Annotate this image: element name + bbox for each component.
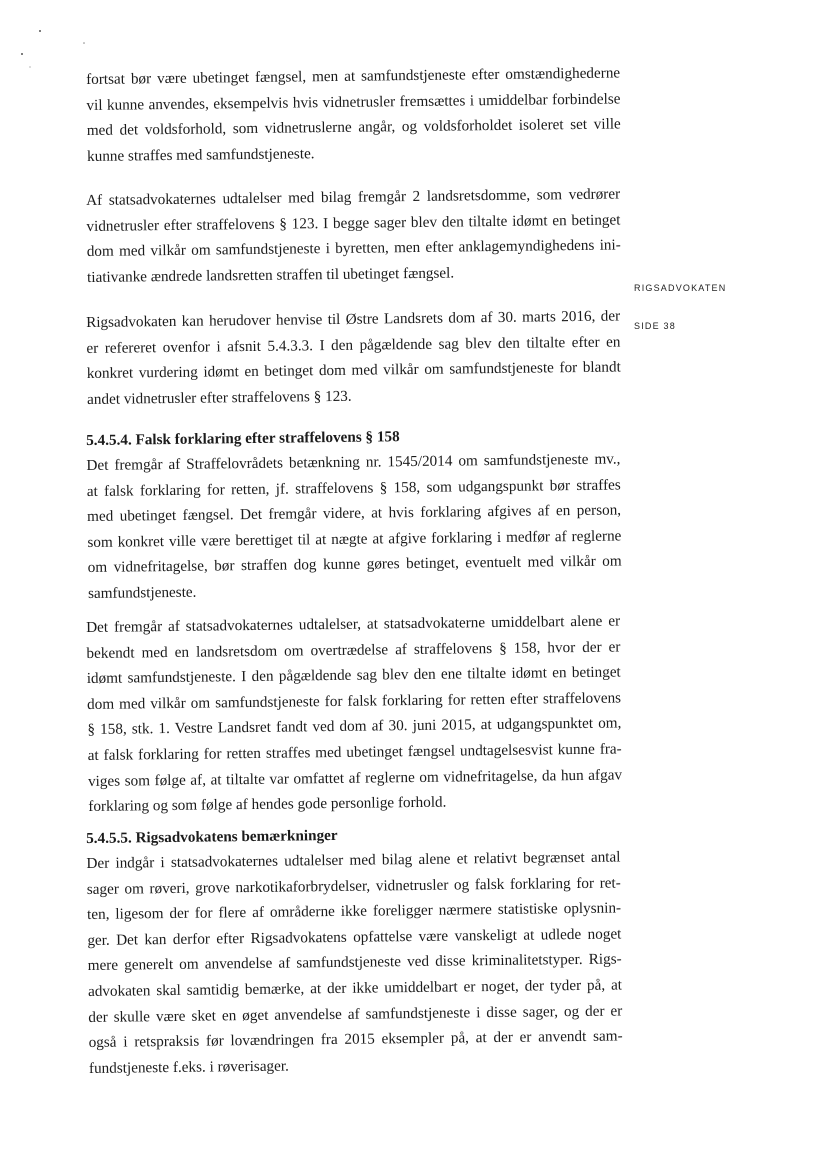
text-line: der skulle være sket en øget anvendelse af samfundstjeneste i disse sager, og der er	[88, 1002, 623, 1026]
text-line: at falsk forklaring for retten, jf. straffelovens § 158, som udgangspunkt bør straffes	[86, 476, 621, 500]
text-line: at falsk forklaring for retten straffes med ubetinget fængsel undtagelsesvist kunne fra-	[87, 740, 622, 764]
page-number: SIDE 38	[634, 321, 676, 331]
text-line: ten, ligesom der for flere af områderne ikke foreligger nærmere statistiske oplysnin-	[86, 899, 622, 924]
section-5-4-5-5	[86, 819, 623, 1081]
paragraph-2	[86, 181, 621, 290]
text-line: er refereret ovenfor i afsnit 5.4.3.3. I den pågældende sag blev den tiltalte efter en	[86, 333, 621, 357]
text-line: andet vidnetrusler efter straffelovens § 123.	[86, 387, 352, 408]
text-line: § 158, stk. 1. Vestre Landsret fandt ved dom af 30. juni 2015, at udgangspunktet om,	[87, 714, 622, 739]
text-line: fundstjeneste f.eks. i røverisager.	[88, 1057, 289, 1077]
text-line: vil kunne anvendes, eksempelvis hvis vidnetrusler fremsættes i umiddelbar forbindelse	[86, 90, 621, 114]
text-line: bekendt med en landsretsdom om overtrædelse af straffelovens § 158, hvor der er	[86, 638, 621, 662]
text-line: også i retspraksis før lovændringen fra 2015 eksempler på, at der er anvendt sam-	[88, 1027, 623, 1052]
text-line: idømt samfundstjeneste. I den pågældende sag blev den ene tiltalte idømt en betinget	[86, 663, 621, 688]
paragraph-1	[86, 60, 621, 169]
scan-speck	[29, 66, 30, 67]
text-line: fortsat bør være ubetinget fængsel, men at samfundstjeneste efter omstændighederne	[86, 64, 621, 88]
text-line: mere generelt om anvendelse af samfundstjeneste ved disse kriminalitetstyper. Rigs-	[87, 950, 622, 975]
scan-speck	[39, 30, 41, 32]
text-line: Det fremgår af statsadvokaternes udtalelser, at statsadvokaterne umiddelbart alene er	[86, 612, 621, 636]
text-line: om vidnefritagelse, bør straffen dog kunne gøres betinget, eventuelt med vilkår om	[87, 552, 622, 577]
text-line: sager om røveri, grove narkotikaforbrydelser, vidnetrusler og falsk forklaring for ret-	[86, 874, 621, 898]
text-line: med ubetinget fængsel. Det fremgår videre, at hvis forklaring afgives af en person,	[86, 501, 622, 526]
text-line: forklaring og som følge af hendes gode personlige forhold.	[88, 793, 447, 816]
paragraph-3	[86, 303, 621, 412]
text-line: Af statsadvokaternes udtalelser med bilag fremgår 2 landsretsdomme, som vedrører	[86, 185, 621, 209]
text-line: advokaten skal samtidig bemærke, at der ikke umiddelbart er noget, der tyder på, at	[87, 976, 623, 1000]
sidebar-org-name: RIGSADVOKATEN	[634, 283, 727, 293]
text-line: konkret vurdering idømt en betinget dom med vilkår om samfundstjeneste for blandt	[86, 358, 621, 383]
text-line: samfundstjeneste.	[87, 583, 197, 602]
text-line: ger. Det kan derfor efter Rigsadvokatens opfattelse være vanskeligt at udlede noget	[87, 925, 622, 949]
text-line: kunne straffes med samfundstjeneste.	[86, 144, 315, 165]
text-line: med det voldsforhold, som vidnetruslerne angår, og voldsforholdet isoleret set ville	[86, 115, 621, 140]
text-line: viges som følge af, at tiltalte var omfattet af reglerne om vidnefritagelse, da hun afgav	[87, 766, 623, 790]
text-line: vidnetrusler efter straffelovens § 123. I begge sager blev den tiltalte idømt en betinget	[86, 211, 621, 235]
section-heading: 5.4.5.4. Falsk forklaring efter straffelovens § 158	[86, 428, 400, 449]
section-heading: 5.4.5.5. Rigsadvokatens bemærkninger	[86, 826, 338, 847]
section-5-4-5-4	[86, 421, 622, 606]
text-line: dom med vilkår om samfundstjeneste for falsk forklaring for retten efter straffelovens	[86, 689, 622, 713]
text-line: dom med vilkår om samfundstjeneste i byretten, men efter anklagemyndighedens ini-	[86, 236, 621, 261]
scan-speck	[21, 53, 23, 55]
text-line: tiativanke ændrede landsretten straffen til ubetinget fængsel.	[86, 264, 455, 286]
paragraph-5	[86, 608, 622, 819]
text-line: som konkret ville være berettiget til at nægte at afgive forklaring i medfør af reglerne	[87, 527, 622, 551]
text-line: Det fremgår af Straffelovrådets betænkning nr. 1545/2014 om samfundstjeneste mv.,	[86, 450, 621, 474]
text-line: Der indgår i statsadvokaternes udtalelser med bilag alene et relativt begrænset antal	[86, 848, 621, 872]
text-line: Rigsadvokaten kan herudover henvise til Østre Landsrets dom af 30. marts 2016, der	[86, 307, 621, 331]
scan-speck	[83, 42, 85, 44]
